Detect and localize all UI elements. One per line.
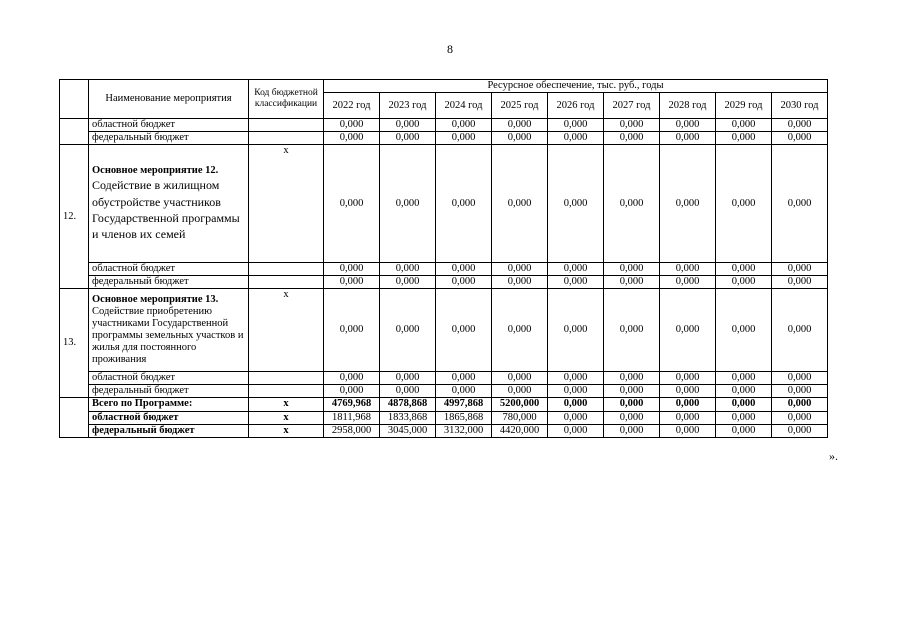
header-number-cell [60,80,89,119]
table-row: федеральный бюджет 0,000 0,000 0,000 0,000 0,000 0,000 0,000 0,000 0,000 [60,385,828,398]
row-name: федеральный бюджет [89,132,249,145]
year-header: 2025 год [492,93,548,119]
year-header: 2027 год [604,93,660,119]
row-name: Всего по Программе: [89,398,249,411]
code-cell: х [249,289,324,372]
header-name: Наименование мероприятия [89,80,249,119]
year-header: 2026 год [548,93,604,119]
activity-12-name [89,145,249,263]
total-row: Всего по Программе: х 4769,968 4878,868 4997,868 5200,000 0,000 0,000 0,000 0,000 0,000 [60,398,828,411]
row-number: 13. [60,289,89,398]
table-row: 12. Основное мероприятие 12. Содействие в жилищном обустройстве участников Государственной программы и членов их семей х 0,000 0,000 0,000 0,000 0,000 0,000 0,000 0,000 0,000 [60,145,828,263]
table-row: областной бюджет 0,000 0,000 0,000 0,000 0,000 0,000 0,000 0,000 0,000 [60,263,828,276]
activity-13-name [89,289,249,372]
year-header: 2024 год [436,93,492,119]
total-row: областной бюджет х 1811,968 1833,868 1865,868 780,000 0,000 0,000 0,000 0,000 0,000 [60,411,828,424]
row-name: областной бюджет [89,372,249,385]
resource-table [59,79,828,438]
row-name: федеральный бюджет [89,276,249,289]
activity-description: Содействие приобретению участниками Государственной программы земельных участков и жилья для постоянного проживания [92,306,244,366]
year-header: 2028 год [660,93,716,119]
row-number: 12. [60,145,89,289]
table-row: областной бюджет 0,000 0,000 0,000 0,000 0,000 0,000 0,000 0,000 0,000 [60,119,828,132]
row-name: областной бюджет [89,411,249,424]
page-number: 8 [447,42,453,56]
year-header: 2022 год [324,93,380,119]
header-code: Код бюджетной классификации [249,80,324,119]
closing-quote: ». [829,449,838,463]
table-row: областной бюджет 0,000 0,000 0,000 0,000 0,000 0,000 0,000 0,000 0,000 [60,372,828,385]
table-row: 13. Основное мероприятие 13. Содействие приобретению участниками Государственной программы земельных участков и жилья для постоянного проживания х 0,000 0,000 0,000 0,000 0,000 0,000 0,000 0,000 0,000 [60,289,828,372]
activity-description: Содействие в жилищном обустройстве участников Государственной программы и членов их семей [92,178,240,241]
activity-title: Основное мероприятие 13. [92,294,219,306]
row-name: областной бюджет [89,119,249,132]
header-resource: Ресурсное обеспечение, тыс. руб., годы [324,80,828,93]
table-row: федеральный бюджет 0,000 0,000 0,000 0,000 0,000 0,000 0,000 0,000 0,000 [60,276,828,289]
total-row: федеральный бюджет х 2958,000 3045,000 3132,000 4420,000 0,000 0,000 0,000 0,000 0,000 [60,424,828,437]
row-name: областной бюджет [89,263,249,276]
year-header: 2029 год [716,93,772,119]
row-name: федеральный бюджет [89,424,249,437]
table-row: федеральный бюджет 0,000 0,000 0,000 0,000 0,000 0,000 0,000 0,000 0,000 [60,132,828,145]
year-header: 2030 год [772,93,828,119]
row-name: федеральный бюджет [89,385,249,398]
code-cell: х [249,145,324,263]
year-header: 2023 год [380,93,436,119]
activity-title: Основное мероприятие 12. [92,165,219,177]
